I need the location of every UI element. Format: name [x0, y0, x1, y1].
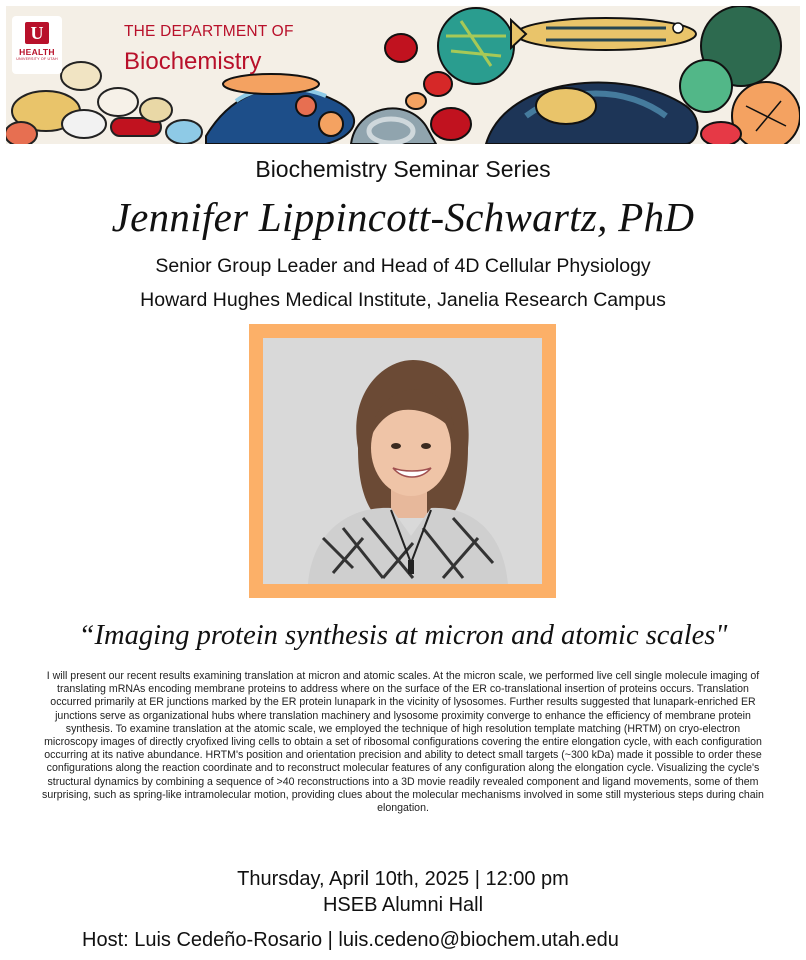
event-host-contact: Host: Luis Cedeño-Rosario | luis.cedeno@biochem.utah.edu	[82, 929, 619, 951]
logo-mark: U	[25, 22, 49, 44]
logo-university-text: UNIVERSITY OF UTAH	[16, 57, 58, 61]
speaker-name: Jennifer Lippincott-Schwartz, PhD	[111, 194, 695, 240]
talk-title: “Imaging protein synthesis at micron and atomic scales"	[78, 620, 728, 651]
speaker-affiliation: Howard Hughes Medical Institute, Janelia Research Campus	[140, 289, 666, 311]
seminar-series-title: Biochemistry Seminar Series	[255, 156, 551, 182]
logo-health-text: HEALTH	[19, 47, 55, 57]
department-kicker: THE DEPARTMENT OF	[124, 23, 294, 40]
header-banner	[6, 6, 800, 144]
event-venue: HSEB Alumni Hall	[322, 894, 484, 916]
department-name: Biochemistry	[124, 48, 262, 75]
talk-abstract: I will present our recent results examining translation at micron and atomic scales. At the micron scale, we performed live cell single molecule imaging of translating mRNAs encoding membrane proteins to address where on the surface of the ER co-translational insertion of proteins occurs. Translation occurred primarily at ER junctions marked by the ER protein lunapark in the vicinity of lysosomes. Further results suggested that lunapark-enriched ER junctions serve as organizational hubs where translation machinery and lysosome proximity converge to enhance the efficiency of membrane protein synthesis. To examine translation at the atomic scale, we employed the technique of high resolution template matching (HRTM) on cryo-electron microscopy images of directly cryofixed living cells to obtain a set of ribosomal configurations covering the entire elongation cycle, with each configuration occurring at its native abundance. HRTM's position and orientation precision and ability to detect small targets (~300 kDa) made it possible to order these configurations along the reaction coordinate and to reconstruct molecular features of any configuration along the elongation cycle. Visualizing the cycle's structural dynamics by combining a sequence of >40 reconstructions into a 3D movie readily revealed component and ligand movements, some of them surprising, such as spring-like intramolecular motion, providing clues about the molecular mechanisms involved in some still mysterious steps during chain elongation.	[42, 670, 764, 815]
speaker-role: Senior Group Leader and Head of 4D Cellular Physiology	[155, 255, 651, 277]
speaker-photo	[263, 338, 542, 584]
speaker-photo-frame	[249, 324, 556, 598]
event-date-time: Thursday, April 10th, 2025 | 12:00 pm	[237, 868, 569, 890]
university-health-logo	[12, 16, 62, 74]
